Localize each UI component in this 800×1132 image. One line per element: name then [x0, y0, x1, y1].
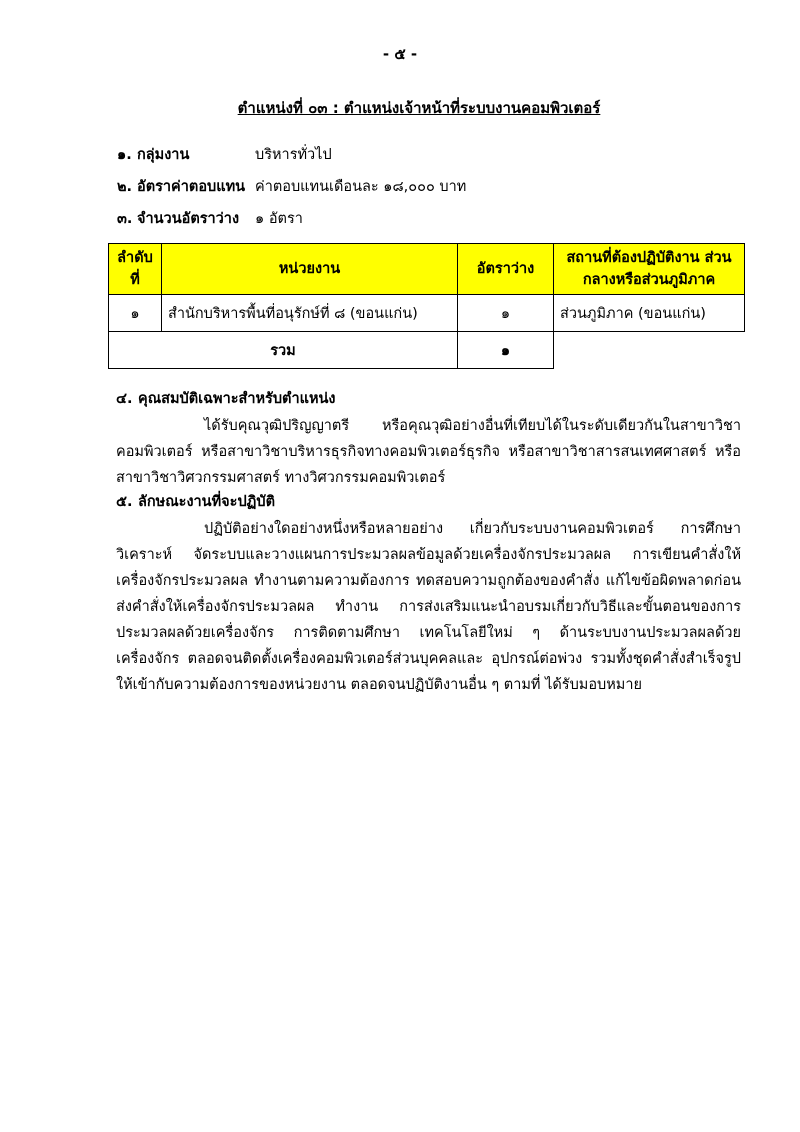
section-body: ปฏิบัติอย่างใดอย่างหนึ่งหรือหลายอย่าง เกี่ยวกับระบบงานคอมพิวเตอร์ การศึกษาวิเคราะห์ จัดระบบและวางแผนการประมวลผลข้อมูลด้วยเครื่องจักรประมวลผล การเขียนคำสั่งให้เครื่องจักรประมวลผล ทำงานตามความต้องการ ทดสอบความถูกต้องของคำสั่ง แก้ไขข้อผิดพลาดก่อนส่งคำสั่งให้เครื่องจักรประมวลผล ทำงาน การส่งเสริมแนะนำอบรมเกี่ยวกับวิธีและขั้นตอนของการประมวลผลด้วยเครื่องจักร การติดตามศึกษา เทคโนโลยีใหม่ ๆ ด้านระบบงานประมวลผลด้วยเครื่องจักร ตลอดจนติดตั้งเครื่องคอมพิวเตอร์ส่วนบุคคลและ อุปกรณ์ต่อพ่วง รวมทั้งชุดคำสั่งสำเร็จรูปให้เข้ากับความต้องการของหน่วยงาน ตลอดจนปฏิบัติงานอื่น ๆ ตามที่ ได้รับมอบหมาย — [116, 521, 741, 693]
section-body: ได้รับคุณวุฒิปริญญาตรี หรือคุณวุฒิอย่างอื่นที่เทียบได้ในระดับเดียวกันในสาขาวิชาคอมพิวเตอร์ หรือสาขาวิชาบริหารธุรกิจทางคอมพิวเตอร์ธุรกิจ หรือสาขาวิชาสารสนเทศศาสตร์ หรือสาขาวิชาวิศวกรรมศาสตร์ ทางวิศวกรรมคอมพิวเตอร์ — [116, 418, 741, 486]
field-compensation — [117, 175, 466, 199]
cell-vacancy: ๑ — [458, 295, 554, 332]
field-number: ๓. — [117, 211, 133, 227]
field-number: ๑. — [117, 147, 132, 163]
field-label: กลุ่มงาน — [137, 147, 190, 163]
table-header-row — [109, 244, 745, 295]
page-number: - ๕ - — [382, 45, 418, 63]
position-title: ตำแหน่งที่ ๐๓ : ตำแหน่งเจ้าหน้าที่ระบบงานคอมพิวเตอร์ — [237, 99, 601, 117]
section-number: ๕. — [116, 494, 133, 510]
field-value: ค่าตอบแทนเดือนละ ๑๘,๐๐๐ บาท — [255, 179, 467, 195]
section-qualifications — [116, 387, 741, 491]
field-number: ๒. — [117, 179, 133, 195]
section-job-description — [116, 490, 741, 698]
field-label: จำนวนอัตราว่าง — [137, 211, 240, 227]
header-location: สถานที่ต้องปฏิบัติงาน ส่วนกลางหรือส่วนภูมิภาค — [554, 244, 745, 295]
section-title: ลักษณะงานที่จะปฏิบัติ — [138, 494, 275, 510]
section-title: คุณสมบัติเฉพาะสำหรับตำแหน่ง — [138, 391, 336, 407]
total-label: รวม — [109, 332, 458, 369]
vacancy-table — [108, 243, 745, 369]
field-label: อัตราค่าตอบแทน — [137, 179, 246, 195]
table-total-row — [109, 332, 745, 369]
field-value: ๑ อัตรา — [255, 211, 303, 227]
cell-location: ส่วนภูมิภาค (ขอนแก่น) — [554, 295, 745, 332]
table-row — [109, 295, 745, 332]
cell-order: ๑ — [109, 295, 162, 332]
field-vacancies — [117, 207, 303, 231]
field-work-group — [117, 143, 332, 167]
total-value: ๑ — [458, 332, 554, 369]
section-heading — [116, 387, 741, 411]
total-blank-cell — [554, 332, 745, 369]
cell-unit: สำนักบริหารพื้นที่อนุรักษ์ที่ ๘ (ขอนแก่น) — [162, 295, 458, 332]
field-value: บริหารทั่วไป — [255, 147, 332, 163]
header-order: ลำดับ ที่ — [109, 244, 162, 295]
section-heading — [116, 490, 741, 514]
header-vacancy: อัตราว่าง — [458, 244, 554, 295]
header-unit: หน่วยงาน — [162, 244, 458, 295]
section-number: ๔. — [116, 391, 133, 407]
